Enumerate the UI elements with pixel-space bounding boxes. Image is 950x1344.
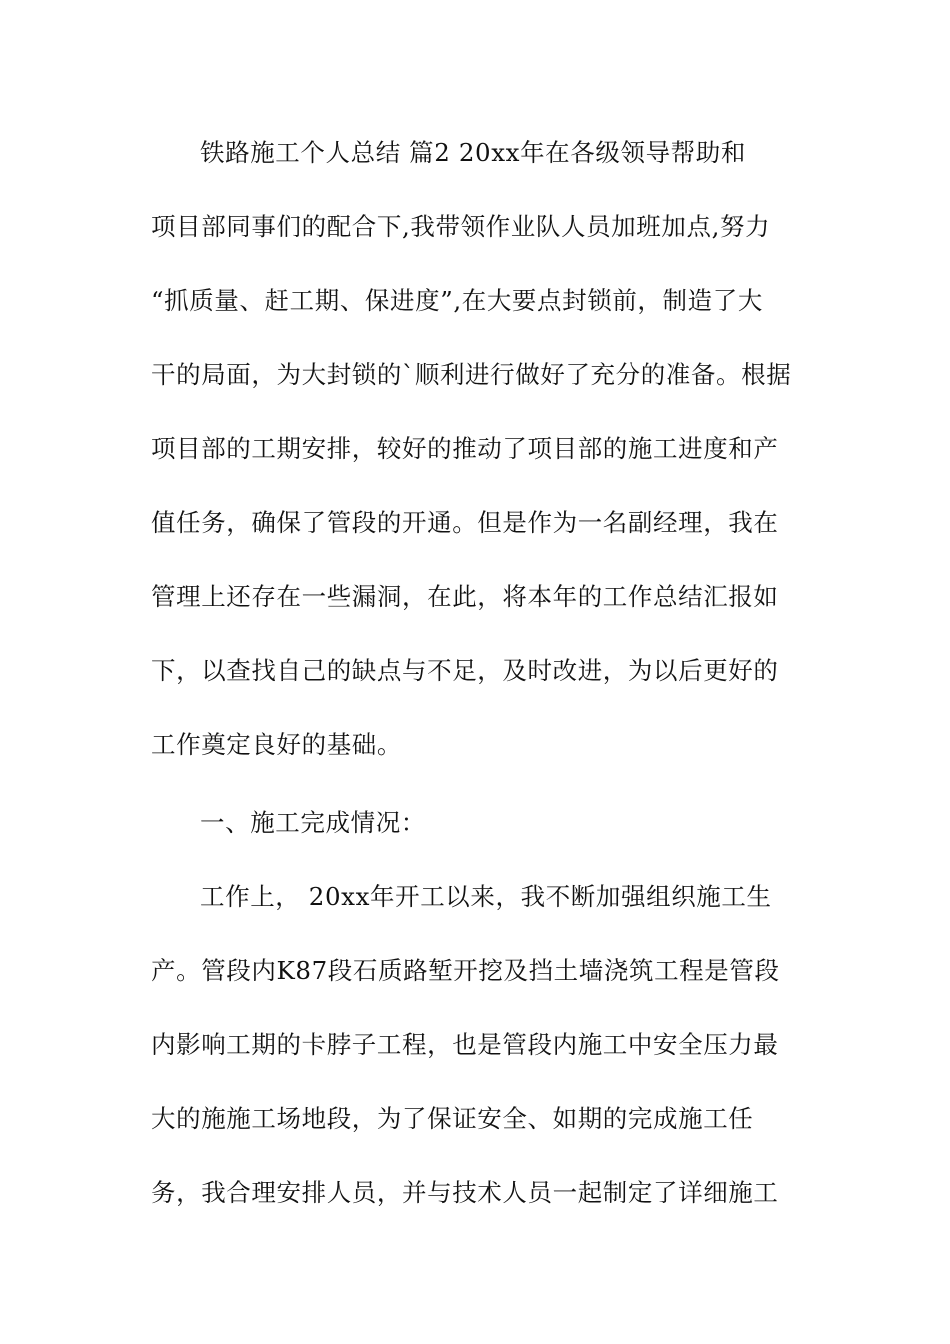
text-line: 大的施施工场地段，为了保证安全、如期的完成施工任 — [151, 1104, 754, 1133]
text-line: 值任务，确保了管段的开通。但是作为一名副经理，我在 — [151, 508, 779, 537]
text-line: 务，我合理安排人员，并与技术人员一起制定了详细施工 — [151, 1178, 779, 1207]
section-heading: 一、施工完成情况： — [200, 808, 426, 837]
text-line: 项目部同事们的配合下,我带领作业队人员加班加点,努力 — [151, 212, 771, 241]
text-line: 项目部的工期安排，较好的推动了项目部的施工进度和产 — [151, 434, 779, 463]
text-line: 铁路施工个人总结 篇2 20xx年在各级领导帮助和 — [200, 138, 746, 167]
text-line: 管理上还存在一些漏洞，在此，将本年的工作总结汇报如 — [151, 582, 779, 611]
text-line: 产。管段内K87段石质路堑开挖及挡土墙浇筑工程是管段 — [151, 956, 780, 985]
text-line: 内影响工期的卡脖子工程，也是管段内施工中安全压力最 — [151, 1030, 779, 1059]
text-line: 工作奠定良好的基础。 — [151, 730, 402, 759]
text-line: 下，以查找自己的缺点与不足，及时改进，为以后更好的 — [151, 656, 779, 685]
text-line: 干的局面，为大封锁的`顺利进行做好了充分的准备。根据 — [151, 360, 792, 389]
text-line: 工作上， 20xx年开工以来，我不断加强组织施工生 — [200, 882, 772, 911]
text-line: “抓质量、赶工期、保进度”,在大要点封锁前，制造了大 — [151, 286, 763, 315]
